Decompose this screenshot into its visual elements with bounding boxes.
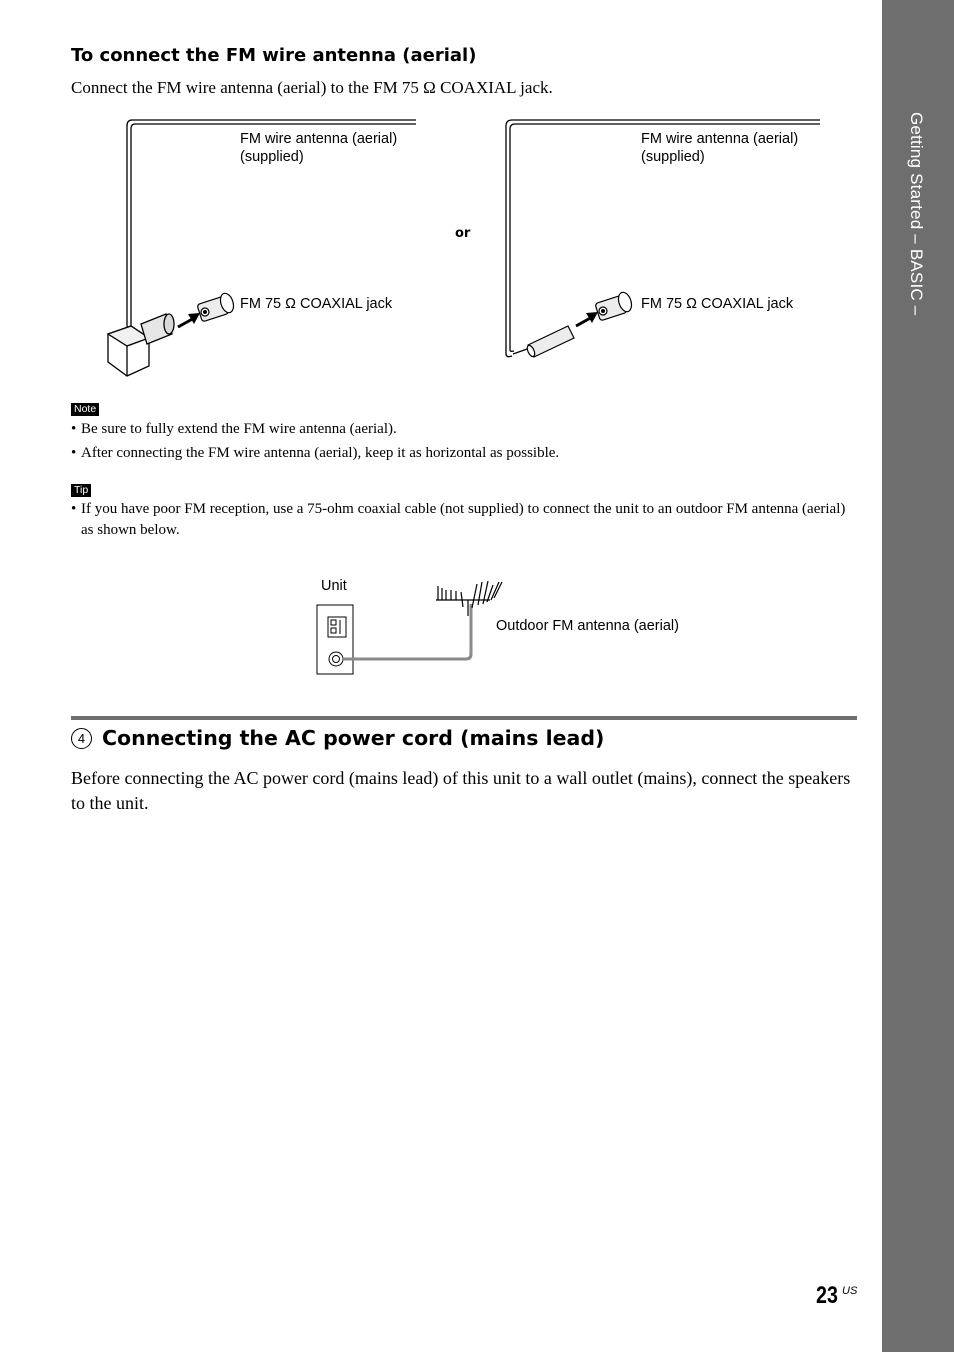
step-number-badge: 4: [71, 728, 92, 749]
ac-power-heading: [71, 726, 604, 750]
unit-panel-icon: [317, 605, 353, 674]
left-antenna-supplied-label: (supplied): [240, 149, 304, 165]
or-separator: or: [455, 226, 471, 241]
right-jack-label: FM 75 Ω COAXIAL jack: [641, 296, 794, 312]
page-number: 23: [816, 1282, 838, 1309]
outdoor-antenna-icon: [436, 581, 502, 616]
right-antenna-label: FM wire antenna (aerial): [641, 131, 799, 147]
tip-item: • If you have poor FM reception, use a 75-ohm coaxial cable (not supplied) to connect the unit to an outdoor FM antenna (aerial) as shown below.: [71, 499, 851, 541]
section-divider: [71, 716, 857, 720]
coaxial-cable: [342, 604, 471, 659]
note-item: • Be sure to fully extend the FM wire antenna (aerial).: [71, 419, 851, 440]
left-antenna-label: FM wire antenna (aerial): [240, 131, 398, 147]
note-tag: Note: [71, 403, 99, 416]
left-jack-label: FM 75 Ω COAXIAL jack: [240, 296, 393, 312]
fm-antenna-intro: Connect the FM wire antenna (aerial) to the FM 75 Ω COAXIAL jack.: [71, 78, 553, 97]
right-antenna-supplied-label: (supplied): [641, 149, 705, 165]
unit-label: Unit: [321, 578, 347, 594]
tip-tag: Tip: [71, 484, 91, 497]
side-tab-label: Getting Started – BASIC –: [907, 112, 926, 316]
page-region-suffix: US: [842, 1285, 858, 1297]
outdoor-antenna-label: Outdoor FM antenna (aerial): [496, 618, 679, 634]
fm-antenna-heading: To connect the FM wire antenna (aerial): [71, 45, 477, 66]
ac-power-heading-text: Connecting the AC power cord (mains lead): [102, 726, 605, 750]
ac-power-paragraph: Before connecting the AC power cord (mains lead) of this unit to a wall outlet (mains), connect the speakers to the unit.: [71, 768, 851, 813]
note-item: • After connecting the FM wire antenna (aerial), keep it as horizontal as possible.: [71, 443, 851, 464]
